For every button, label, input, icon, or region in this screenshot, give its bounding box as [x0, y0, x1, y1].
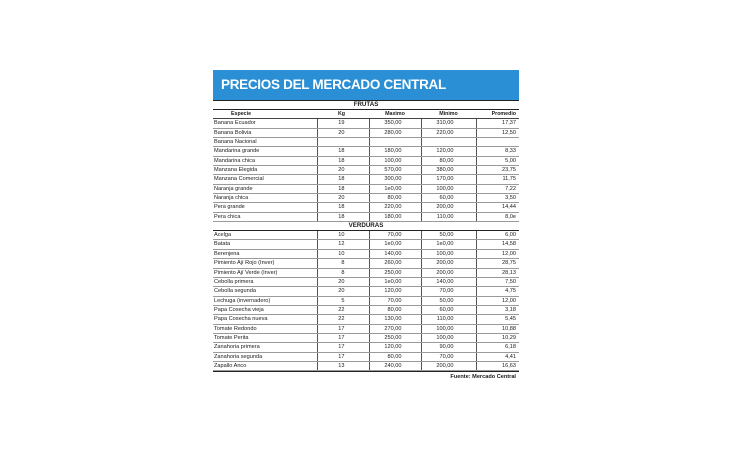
cell-kg: 12 — [317, 240, 369, 249]
cell-promedio: 5,00 — [476, 156, 519, 165]
cell-minimo: 200,00 — [421, 361, 476, 370]
table-row — [213, 147, 519, 156]
cell-especie: Zapallo Anco — [213, 361, 317, 370]
cell-maximo: 140,00 — [369, 249, 421, 258]
cell-minimo: 170,00 — [421, 175, 476, 184]
table-row — [213, 240, 519, 249]
cell-promedio: 8,33 — [476, 147, 519, 156]
cell-maximo: 180,00 — [369, 147, 421, 156]
cell-promedio: 14,44 — [476, 203, 519, 212]
cell-promedio: 3,18 — [476, 305, 519, 314]
cell-especie: Mandarina grande — [213, 147, 317, 156]
cell-kg: 22 — [317, 315, 369, 324]
cell-maximo: 350,00 — [369, 119, 421, 128]
cell-maximo: 1e0,00 — [369, 277, 421, 286]
cell-minimo: 100,00 — [421, 324, 476, 333]
cell-minimo: 50,00 — [421, 296, 476, 305]
cell-maximo: 180,00 — [369, 212, 421, 221]
cell-maximo: 70,00 — [369, 296, 421, 305]
cell-minimo: 120,00 — [421, 147, 476, 156]
cell-minimo: 50,00 — [421, 231, 476, 240]
table-row — [213, 343, 519, 352]
cell-promedio: 4,41 — [476, 352, 519, 361]
table-row — [213, 268, 519, 277]
cell-promedio: 6,00 — [476, 231, 519, 240]
cell-especie: Pimiento Ají Rojo (Inver) — [213, 259, 317, 268]
cell-maximo: 120,00 — [369, 287, 421, 296]
cell-maximo: 100,00 — [369, 156, 421, 165]
cell-kg: 18 — [317, 147, 369, 156]
cell-especie: Banana Nacional — [213, 138, 317, 147]
cell-minimo: 90,00 — [421, 343, 476, 352]
cell-especie: Zanahoria primera — [213, 343, 317, 352]
cell-minimo: 140,00 — [421, 277, 476, 286]
cell-especie: Pera grande — [213, 203, 317, 212]
cell-especie: Tomate Redondo — [213, 324, 317, 333]
cell-kg: 18 — [317, 212, 369, 221]
cell-kg: 17 — [317, 333, 369, 342]
cell-especie: Lechuga (invernadero) — [213, 296, 317, 305]
cell-minimo: 100,00 — [421, 184, 476, 193]
cell-promedio: 16,63 — [476, 361, 519, 370]
cell-especie: Cebolla primera — [213, 277, 317, 286]
cell-kg: 17 — [317, 352, 369, 361]
table-row — [213, 119, 519, 128]
cell-kg: 17 — [317, 324, 369, 333]
cell-maximo: 130,00 — [369, 315, 421, 324]
cell-especie: Tomate Perita — [213, 333, 317, 342]
cell-maximo: 260,00 — [369, 259, 421, 268]
table-row — [213, 128, 519, 137]
cell-maximo: 570,00 — [369, 166, 421, 175]
cell-maximo: 80,00 — [369, 305, 421, 314]
cell-maximo: 280,00 — [369, 128, 421, 137]
cell-kg: 19 — [317, 119, 369, 128]
cell-especie: Manzana Comercial — [213, 175, 317, 184]
source-note: Fuente: Mercado Central — [213, 371, 519, 384]
cell-especie: Zanahoria segunda — [213, 352, 317, 361]
table-row — [213, 184, 519, 193]
cell-kg: 18 — [317, 203, 369, 212]
cell-especie: Batata — [213, 240, 317, 249]
cell-kg: 18 — [317, 156, 369, 165]
cell-maximo: 250,00 — [369, 333, 421, 342]
table-row — [213, 259, 519, 268]
price-card — [213, 70, 519, 384]
cell-promedio: 14,58 — [476, 240, 519, 249]
cell-maximo: 270,00 — [369, 324, 421, 333]
cell-kg: 20 — [317, 277, 369, 286]
cell-especie: Mandarina chica — [213, 156, 317, 165]
cell-promedio: 28,13 — [476, 268, 519, 277]
price-table-body — [213, 101, 519, 371]
cell-especie: Papa Cosecha nueva — [213, 315, 317, 324]
cell-kg: 18 — [317, 175, 369, 184]
cell-promedio: 8,0e — [476, 212, 519, 221]
table-row — [213, 212, 519, 221]
cell-promedio: 10,88 — [476, 324, 519, 333]
cell-promedio: 7,50 — [476, 277, 519, 286]
cell-minimo: 60,00 — [421, 194, 476, 203]
cell-kg: 22 — [317, 305, 369, 314]
table-row — [213, 315, 519, 324]
cell-kg — [317, 138, 369, 147]
cell-maximo: 70,00 — [369, 231, 421, 240]
cell-promedio: 28,75 — [476, 259, 519, 268]
cell-especie: Papa Cosecha vieja — [213, 305, 317, 314]
cell-promedio: 5,45 — [476, 315, 519, 324]
cell-minimo: 60,00 — [421, 305, 476, 314]
table-row — [213, 287, 519, 296]
cell-promedio: 11,75 — [476, 175, 519, 184]
cell-especie: Berenjena — [213, 249, 317, 258]
cell-minimo: 200,00 — [421, 203, 476, 212]
cell-kg: 18 — [317, 184, 369, 193]
cell-kg: 17 — [317, 343, 369, 352]
table-row — [213, 324, 519, 333]
table-row — [213, 333, 519, 342]
cell-minimo: 220,00 — [421, 128, 476, 137]
price-table — [213, 100, 519, 371]
cell-especie: Manzana Elegida — [213, 166, 317, 175]
section-header — [213, 222, 519, 231]
cell-especie: Banana Ecuador — [213, 119, 317, 128]
cell-minimo: 110,00 — [421, 315, 476, 324]
cell-minimo: 1e0,00 — [421, 240, 476, 249]
section-header — [213, 101, 519, 110]
section-title: FRUTAS — [213, 101, 519, 110]
cell-maximo: 220,00 — [369, 203, 421, 212]
table-row — [213, 231, 519, 240]
cell-kg: 8 — [317, 259, 369, 268]
column-headers — [213, 110, 519, 119]
table-row — [213, 203, 519, 212]
cell-minimo: 80,00 — [421, 156, 476, 165]
cell-kg: 20 — [317, 128, 369, 137]
cell-promedio: 23,75 — [476, 166, 519, 175]
column-header-minimo: Minimo — [421, 110, 476, 119]
cell-maximo: 120,00 — [369, 343, 421, 352]
cell-promedio: 3,50 — [476, 194, 519, 203]
cell-especie: Naranja chica — [213, 194, 317, 203]
cell-maximo: 300,00 — [369, 175, 421, 184]
cell-maximo: 80,00 — [369, 352, 421, 361]
table-row — [213, 361, 519, 370]
table-row — [213, 305, 519, 314]
table-row — [213, 166, 519, 175]
cell-maximo: 240,00 — [369, 361, 421, 370]
page-title: PRECIOS DEL MERCADO CENTRAL — [213, 70, 519, 100]
cell-promedio: 10,29 — [476, 333, 519, 342]
cell-maximo: 1e0,00 — [369, 240, 421, 249]
cell-especie: Naranja grande — [213, 184, 317, 193]
table-row — [213, 175, 519, 184]
cell-maximo — [369, 138, 421, 147]
cell-promedio: 12,50 — [476, 128, 519, 137]
cell-maximo: 80,00 — [369, 194, 421, 203]
column-header-promedio: Promedio — [476, 110, 519, 119]
table-row — [213, 249, 519, 258]
cell-promedio: 12,00 — [476, 249, 519, 258]
cell-especie: Banana Bolivia — [213, 128, 317, 137]
cell-promedio: 12,00 — [476, 296, 519, 305]
cell-kg: 20 — [317, 166, 369, 175]
column-header-maximo: Maximo — [369, 110, 421, 119]
cell-minimo: 380,00 — [421, 166, 476, 175]
cell-minimo: 310,00 — [421, 119, 476, 128]
cell-promedio — [476, 138, 519, 147]
cell-promedio: 17,37 — [476, 119, 519, 128]
cell-maximo: 1e0,00 — [369, 184, 421, 193]
cell-minimo: 200,00 — [421, 259, 476, 268]
cell-minimo — [421, 138, 476, 147]
column-header-especie: Especie — [213, 110, 317, 119]
cell-kg: 13 — [317, 361, 369, 370]
cell-minimo: 70,00 — [421, 352, 476, 361]
column-header-kg: Kg — [317, 110, 369, 119]
cell-promedio: 7,22 — [476, 184, 519, 193]
cell-minimo: 70,00 — [421, 287, 476, 296]
table-row — [213, 277, 519, 286]
cell-especie: Pimiento Ají Verde (Inver) — [213, 268, 317, 277]
cell-minimo: 110,00 — [421, 212, 476, 221]
cell-especie: Acelga — [213, 231, 317, 240]
cell-maximo: 250,00 — [369, 268, 421, 277]
cell-kg: 5 — [317, 296, 369, 305]
cell-kg: 10 — [317, 231, 369, 240]
cell-minimo: 100,00 — [421, 333, 476, 342]
cell-kg: 20 — [317, 287, 369, 296]
table-row — [213, 156, 519, 165]
table-row — [213, 296, 519, 305]
cell-minimo: 200,00 — [421, 268, 476, 277]
cell-promedio: 4,75 — [476, 287, 519, 296]
table-row — [213, 352, 519, 361]
table-row — [213, 194, 519, 203]
cell-especie: Cebolla segunda — [213, 287, 317, 296]
cell-kg: 20 — [317, 194, 369, 203]
cell-especie: Pera chica — [213, 212, 317, 221]
cell-minimo: 100,00 — [421, 249, 476, 258]
cell-promedio: 6,18 — [476, 343, 519, 352]
table-row — [213, 138, 519, 147]
cell-kg: 8 — [317, 268, 369, 277]
cell-kg: 10 — [317, 249, 369, 258]
section-title: VERDURAS — [213, 222, 519, 231]
